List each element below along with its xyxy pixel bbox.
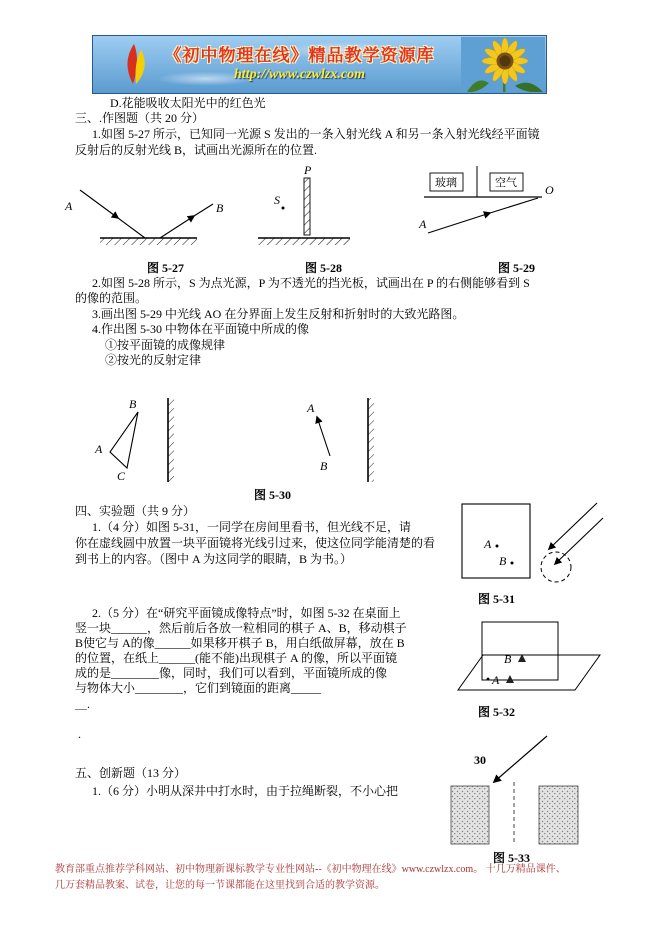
sunlight-ray: [494, 736, 547, 782]
board-p-label: P: [304, 163, 312, 177]
figure-5-33: [446, 730, 604, 850]
experiment-1-line-1: 1.（4 分）如图 5-31，一同学在房间里看书，但光线不足，请: [92, 520, 411, 534]
question-4-sub-1: ①按平面镜的成像规律: [105, 338, 226, 352]
figure-5-27: [55, 160, 245, 255]
experiment-1-line-3: 到书上的内容。（图中 A 为这同学的眼睛，B 为书。）: [75, 552, 353, 566]
section-5-title: 五、创新题（13 分）: [75, 766, 187, 780]
reflected-ray-b: [160, 216, 194, 238]
incident-ray-ao: [428, 213, 490, 233]
question-2-line-1: 2.如图 5-28 所示，S 为点光源，P 为不透光的挡光板，试画出在 P 的右侧能够看到 S: [92, 276, 530, 290]
footer-line-2: 几万套精品教案、试卷，让您的每一节课都能在这里找到合适的教学资源。: [55, 880, 385, 891]
chess-piece-a: [506, 675, 514, 683]
figure-5-29: [418, 158, 593, 258]
answer-option-d: D.花能吸收太阳光中的红色光: [110, 96, 266, 110]
triangle-a-label: A: [95, 442, 103, 456]
experiment-2-line-3: B使它与 A的像______如果移开棋子 B，用白纸做屏幕，放在 B: [75, 636, 405, 650]
ray-a-label: A: [419, 217, 427, 231]
incident-ray-a-tail: [118, 218, 145, 238]
experiment-1-line-2: 你在虚线圆中放置一块平面镜将光线引过来，使这位同学能清楚的看: [75, 536, 436, 550]
eye-a-dot: [496, 545, 499, 548]
ray-a-label: A: [65, 199, 73, 213]
question-3: 3.画出图 5-29 中光线 AO 在分界面上发生反射和折射时的大致光路图。: [92, 307, 465, 321]
dashed-mirror-circle: [541, 552, 571, 582]
figure-5-28: [250, 160, 395, 255]
footer-line-1: 教育部重点推荐学科网站、初中物理新课标教学专业性网站--《初中物理在线》www.czwlzx.com。 十几万精品课件、: [55, 864, 566, 875]
triangle-b-label: B: [129, 397, 137, 411]
reflected-ray-b-tail: [194, 204, 213, 216]
banner-title: 《初中物理在线》精品教学资源库: [164, 46, 435, 65]
glass-label: 玻璃: [435, 177, 457, 189]
sunflower-photo-icon: [461, 37, 545, 92]
logo-red-flame: [127, 44, 136, 84]
caption-figure-5-30: 图 5-30: [254, 488, 291, 502]
banner-url: http://www.czwlzx.com: [234, 67, 365, 82]
well-wall-left: [451, 786, 489, 844]
caption-figure-5-33: 图 5-33: [493, 851, 530, 865]
angle-30-label: 30: [474, 753, 486, 767]
question-1-line-2: 反射后的反射光线 B，试画出光源所在的位置.: [75, 143, 318, 157]
piece-a-label: A: [492, 673, 500, 687]
logo-yellow-flame: [136, 50, 145, 84]
experiment-2-line-4: 的位置，在纸上______(能不能)出现棋子 A 的像，所以平面镜: [75, 651, 397, 665]
eye-a-label: A: [484, 537, 492, 551]
caption-figure-5-32: 图 5-32: [478, 705, 515, 719]
experiment-2-line-6: 与物体大小________，它们到镜面的距离_____: [75, 681, 322, 695]
experiment-2-line-1: 2.（5 分）在“研究平面镜成像特点”时，如图 5-32 在桌面上: [92, 606, 401, 620]
incident-ray-a: [80, 190, 118, 218]
incident-ray-ao-tail: [490, 198, 538, 213]
piece-a-dot: [487, 678, 490, 681]
opaque-board: [304, 178, 310, 235]
light-ray-2: [555, 518, 603, 564]
sunflower-disc-center: [500, 56, 511, 67]
mirror-hatching-left: [168, 398, 174, 482]
mirror-hatching-right: [368, 398, 374, 482]
ray-b-label: B: [216, 201, 224, 215]
triangle-c-label: C: [117, 469, 126, 483]
figure-5-32: [448, 616, 613, 708]
question-1-line-1: 1.如图 5-27 所示，已知同一光源 S 发出的一条入射光线 A 和另一条入射光线经平面镜: [92, 127, 540, 141]
section-4-title: 四、实验题（共 9 分）: [75, 504, 196, 518]
object-triangle: [110, 412, 138, 468]
caption-figure-5-27: 图 5-27: [147, 261, 184, 275]
mirror-hatching: [100, 238, 197, 245]
experiment-2-line-5: 成的是________像，同时，我们可以看到，平面镜所成的像: [75, 666, 388, 680]
figure-5-31: [453, 496, 608, 588]
book-b-label: B: [499, 554, 507, 568]
caption-figure-5-28: 图 5-28: [305, 261, 342, 275]
caption-figure-5-29: 图 5-29: [498, 261, 535, 275]
section-3-title: 三、.作图题（共 20 分）: [75, 111, 205, 125]
air-label: 空气: [495, 177, 517, 189]
piece-b-label: B: [504, 652, 512, 666]
point-o-label: O: [545, 183, 554, 197]
light-ray-1: [549, 503, 597, 549]
arrow-a-label: A: [307, 401, 315, 415]
stray-period: .: [78, 727, 81, 741]
room-outline: [462, 504, 530, 578]
glass-plate: [482, 622, 558, 680]
figure-5-30: [88, 392, 393, 487]
site-banner: [92, 35, 547, 94]
creative-1-line-1: 1.（6 分）小明从深井中打水时，由于拉绳断裂，不小心把: [92, 784, 399, 798]
mirror-hatching: [258, 238, 350, 245]
question-4-sub-2: ②按光的反射定律: [105, 353, 202, 367]
well-wall-right: [539, 786, 578, 844]
question-4: 4.作出图 5-30 中物体在平面镜中所成的像: [92, 322, 309, 336]
caption-figure-5-31: 图 5-31: [478, 592, 515, 606]
arrow-b-label: B: [320, 459, 328, 473]
book-b-dot: [511, 562, 514, 565]
source-s-label: S: [274, 193, 280, 207]
question-2-line-2: 的像的范围。: [75, 291, 148, 305]
table-surface: [458, 655, 600, 690]
experiment-2-line-7: ＿.: [75, 697, 91, 711]
experiment-2-line-2: 竖一块______，然后前后各放一粒相同的棋子 A、B，移动棋子: [75, 621, 407, 635]
point-source-dot: [282, 207, 285, 210]
object-arrow: [317, 417, 330, 456]
